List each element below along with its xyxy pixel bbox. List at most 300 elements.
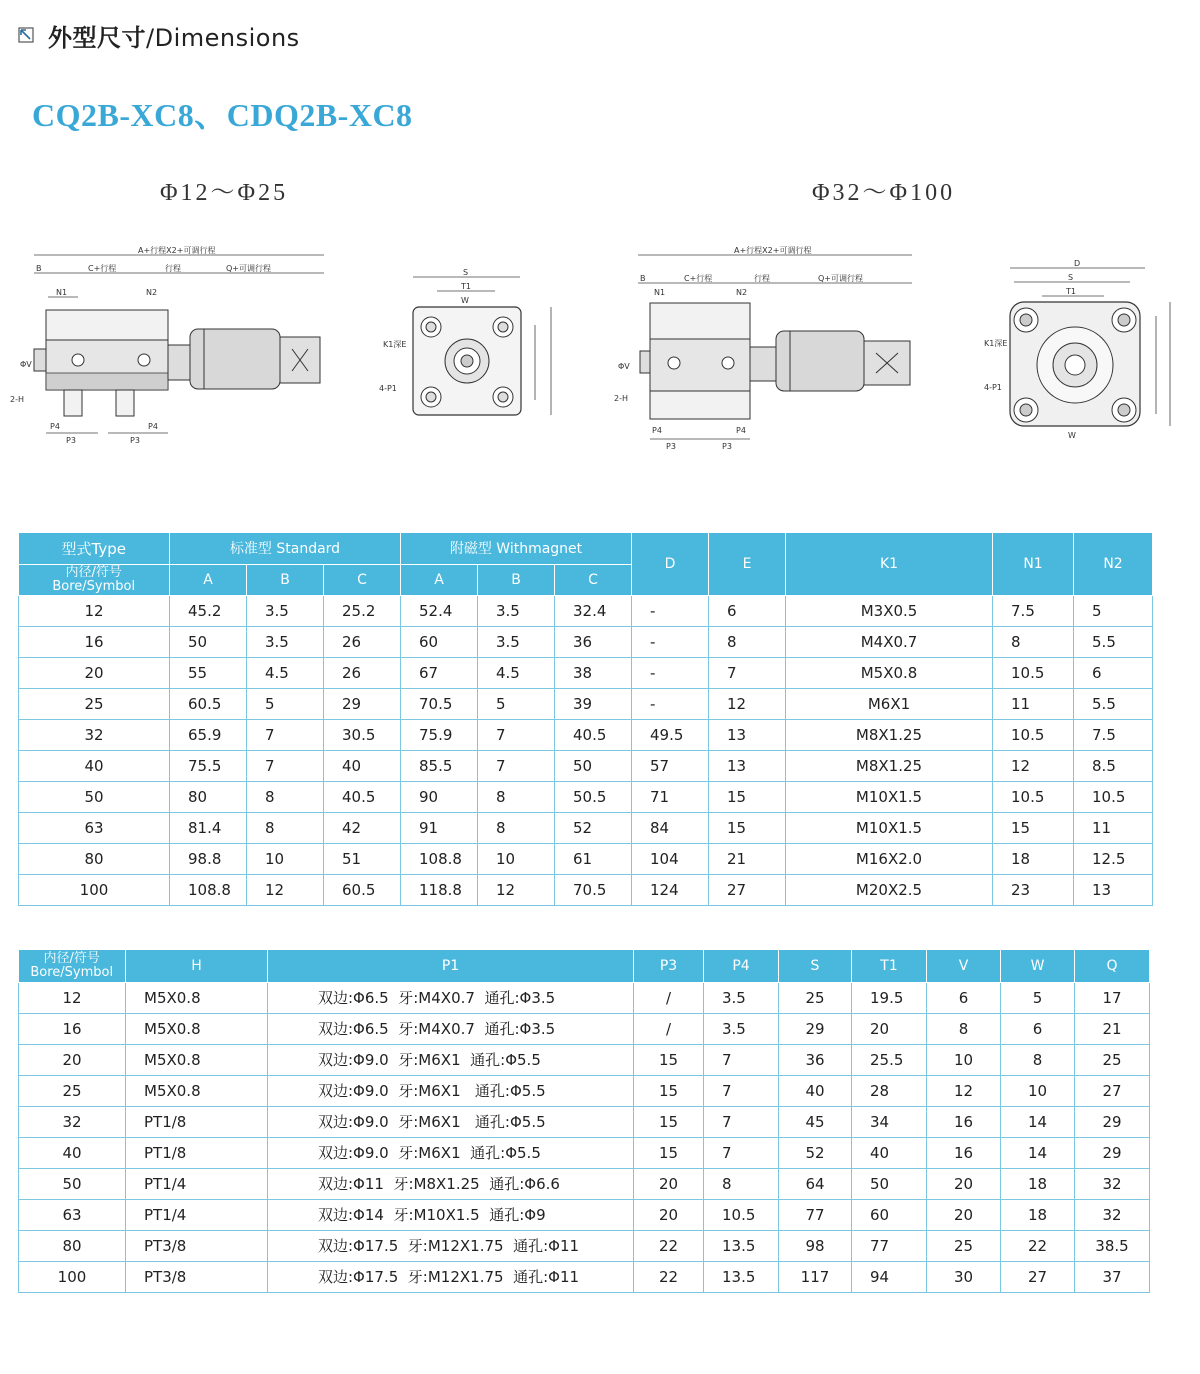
end-s-label: S — [463, 268, 469, 277]
bore-symbol-header: 内径/符号 Bore/Symbol — [19, 564, 170, 595]
table-row — [19, 1199, 1150, 1230]
table-cell: PT3/8 — [126, 1230, 268, 1261]
table-cell: 50.5 — [555, 781, 632, 812]
table-cell: PT1/8 — [126, 1106, 268, 1137]
table-row — [19, 781, 1153, 812]
dim-p4-label-a: P4 — [50, 422, 60, 431]
table-cell: 15 — [634, 1075, 704, 1106]
table-cell: 23 — [993, 874, 1074, 905]
table-cell: 13 — [709, 750, 786, 781]
table-row — [19, 1044, 1150, 1075]
table-cell: 3.5 — [478, 626, 555, 657]
dim-h-label: 2-H — [10, 395, 24, 404]
table-cell: 15 — [709, 781, 786, 812]
table-cell: 6 — [709, 595, 786, 626]
table-cell: 108.8 — [401, 843, 478, 874]
table-cell: 45.2 — [170, 595, 247, 626]
table-row — [19, 1168, 1150, 1199]
table-row — [19, 1106, 1150, 1137]
table-cell: 42 — [324, 812, 401, 843]
dim-total-label-large: A+行程X2+可调行程 — [734, 246, 812, 255]
col-header-q: Q — [1075, 950, 1150, 982]
table-cell: 7 — [704, 1075, 779, 1106]
table-cell: M8X1.25 — [786, 750, 993, 781]
dim-c-label-large: C+行程 — [684, 274, 713, 283]
col-header-h: H — [126, 950, 268, 982]
col-header-mag-b: B — [478, 564, 555, 595]
table-cell: 51 — [324, 843, 401, 874]
table-cell: 3.5 — [704, 1013, 779, 1044]
dim-v-label: ΦV — [20, 360, 32, 369]
dim-v-label-large: ΦV — [618, 362, 630, 371]
table-cell: 14 — [1001, 1137, 1075, 1168]
table-cell: M5X0.8 — [126, 1044, 268, 1075]
table-cell: 75.5 — [170, 750, 247, 781]
table-cell: 28 — [852, 1075, 927, 1106]
table-cell: 7.5 — [1074, 719, 1153, 750]
table-cell: 98 — [779, 1230, 852, 1261]
table-cell: 20 — [634, 1168, 704, 1199]
table-cell: 27 — [1001, 1261, 1075, 1292]
table-cell: 29 — [779, 1013, 852, 1044]
table-cell: 18 — [993, 843, 1074, 874]
table-cell: 80 — [170, 781, 247, 812]
table-cell: 15 — [993, 812, 1074, 843]
table-cell: 40 — [779, 1075, 852, 1106]
range-label-large: Φ32～Φ100 — [812, 180, 956, 206]
end-p1-label-large: 4-P1 — [984, 383, 1002, 392]
table-cell: 70.5 — [555, 874, 632, 905]
table-cell: 60.5 — [170, 688, 247, 719]
title-en: /Dimensions — [146, 23, 300, 52]
table-cell: 64 — [779, 1168, 852, 1199]
table-row — [19, 1013, 1150, 1044]
table-cell: 104 — [632, 843, 709, 874]
table-cell: 11 — [1074, 812, 1153, 843]
dimensions-table-1 — [18, 533, 1153, 906]
table-cell: 3.5 — [478, 595, 555, 626]
table-cell: 8 — [704, 1168, 779, 1199]
table-cell: 8 — [478, 812, 555, 843]
dim-p3-label-a: P3 — [66, 436, 76, 445]
table-cell: 50 — [19, 1168, 126, 1199]
dim-b-label-large: B — [640, 274, 646, 283]
table-cell: 27 — [709, 874, 786, 905]
table-cell: - — [632, 657, 709, 688]
table-cell: 7 — [478, 719, 555, 750]
table-cell: 34 — [852, 1106, 927, 1137]
end-view-drawing-small — [375, 265, 560, 425]
end-k1-label-large: K1深E — [984, 339, 1008, 348]
table-cell: 16 — [927, 1137, 1001, 1168]
table-cell: 50 — [555, 750, 632, 781]
table-cell: 8 — [993, 626, 1074, 657]
table-cell: 94 — [852, 1261, 927, 1292]
table-cell: 10 — [927, 1044, 1001, 1075]
col-header-n2: N2 — [1074, 533, 1153, 595]
table-cell: 20 — [19, 657, 170, 688]
table-cell: 45 — [779, 1106, 852, 1137]
table-row — [19, 843, 1153, 874]
table-cell: 32 — [19, 719, 170, 750]
table-cell: 52 — [555, 812, 632, 843]
table-cell: 10.5 — [993, 719, 1074, 750]
col-header-s: S — [779, 950, 852, 982]
table-cell: PT1/4 — [126, 1199, 268, 1230]
table-cell: 13.5 — [704, 1261, 779, 1292]
table-cell: 32 — [1075, 1168, 1150, 1199]
dim-n2-label-large: N2 — [736, 288, 748, 297]
table-cell: 32.4 — [555, 595, 632, 626]
table-cell: 12 — [19, 595, 170, 626]
table-cell: - — [632, 626, 709, 657]
table-cell: 63 — [19, 812, 170, 843]
table-cell: 15 — [709, 812, 786, 843]
table-cell: 77 — [779, 1199, 852, 1230]
table-cell: 7.5 — [993, 595, 1074, 626]
corner-arrow-icon — [18, 27, 34, 43]
col-header-std-a: A — [170, 564, 247, 595]
table-row — [19, 812, 1153, 843]
table-cell: - — [632, 595, 709, 626]
table-row — [19, 626, 1153, 657]
table-cell: 21 — [709, 843, 786, 874]
table-cell: 25 — [19, 1075, 126, 1106]
table-cell: 7 — [247, 750, 324, 781]
model-title: CQ2B-XC8、CDQ2B-XC8 — [32, 97, 413, 133]
table-cell: 70.5 — [401, 688, 478, 719]
table-cell: PT3/8 — [126, 1261, 268, 1292]
table-cell: 12.5 — [1074, 843, 1153, 874]
dim-c-label: C+行程 — [88, 264, 117, 273]
table-cell: M5X0.8 — [126, 1075, 268, 1106]
table-cell: 80 — [19, 1230, 126, 1261]
dim-stroke-label-large: 行程 — [754, 274, 770, 283]
table-cell: 8 — [247, 812, 324, 843]
table-cell: 27 — [1075, 1075, 1150, 1106]
magnet-header: 附磁型 Withmagnet — [401, 533, 632, 564]
table-cell: 10 — [478, 843, 555, 874]
table-cell: 84 — [632, 812, 709, 843]
end-w-label: W — [461, 296, 469, 305]
table-row — [19, 1137, 1150, 1168]
table-cell: 124 — [632, 874, 709, 905]
table-cell: 12 — [993, 750, 1074, 781]
table-cell: 38 — [555, 657, 632, 688]
table-row — [19, 1230, 1150, 1261]
table-cell: PT1/8 — [126, 1137, 268, 1168]
table-cell: 81.4 — [170, 812, 247, 843]
dim-q-label-large: Q+可调行程 — [818, 274, 863, 283]
table-row — [19, 874, 1153, 905]
table-cell: 40.5 — [324, 781, 401, 812]
table-cell: 29 — [324, 688, 401, 719]
table-cell: M10X1.5 — [786, 781, 993, 812]
table-cell: M16X2.0 — [786, 843, 993, 874]
table-cell: 16 — [19, 626, 170, 657]
table-cell: 10 — [247, 843, 324, 874]
table-cell: 15 — [634, 1044, 704, 1075]
table-cell: 20 — [634, 1199, 704, 1230]
table-cell: 118.8 — [401, 874, 478, 905]
table-cell: 20 — [927, 1199, 1001, 1230]
table-cell: 85.5 — [401, 750, 478, 781]
table-cell: 60 — [852, 1199, 927, 1230]
table-cell: 8.5 — [1074, 750, 1153, 781]
table-cell: 10.5 — [704, 1199, 779, 1230]
table-cell: 4.5 — [478, 657, 555, 688]
table-cell: 39 — [555, 688, 632, 719]
table-cell: 双边:Φ17.5 牙:M12X1.75 通孔:Φ11 — [268, 1230, 634, 1261]
table-cell: 38.5 — [1075, 1230, 1150, 1261]
dim-p4-label-large-b: P4 — [736, 426, 746, 435]
table-row — [19, 750, 1153, 781]
table-cell: 77 — [852, 1230, 927, 1261]
table-cell: 14 — [1001, 1106, 1075, 1137]
dim-h-label-large: 2-H — [614, 394, 628, 403]
table-cell: 6 — [927, 982, 1001, 1013]
table-cell: 双边:Φ6.5 牙:M4X0.7 通孔:Φ3.5 — [268, 1013, 634, 1044]
range-label-small: Φ12～Φ25 — [160, 180, 289, 206]
table-cell: 25 — [19, 688, 170, 719]
table-cell: 91 — [401, 812, 478, 843]
table-cell: 5 — [1001, 982, 1075, 1013]
table-cell: 32 — [19, 1106, 126, 1137]
table-cell: 67 — [401, 657, 478, 688]
table-cell: 22 — [1001, 1230, 1075, 1261]
table-cell: 40 — [19, 1137, 126, 1168]
table-cell: 49.5 — [632, 719, 709, 750]
table-cell: 8 — [709, 626, 786, 657]
table-cell: 60.5 — [324, 874, 401, 905]
table-cell: 98.8 — [170, 843, 247, 874]
table-cell: 11 — [993, 688, 1074, 719]
table-cell: 25 — [779, 982, 852, 1013]
table-cell: 100 — [19, 874, 170, 905]
table-cell: 12 — [19, 982, 126, 1013]
table-cell: 117 — [779, 1261, 852, 1292]
table-cell: 10.5 — [993, 781, 1074, 812]
table-cell: 15 — [634, 1106, 704, 1137]
table-cell: 8 — [247, 781, 324, 812]
table-cell: 19.5 — [852, 982, 927, 1013]
col-header-e: E — [709, 533, 786, 595]
table-row — [19, 719, 1153, 750]
side-view-drawing-large — [610, 245, 920, 455]
table-cell: 7 — [247, 719, 324, 750]
table-cell: PT1/4 — [126, 1168, 268, 1199]
table-cell: 100 — [19, 1261, 126, 1292]
end-w-label-large: W — [1068, 431, 1076, 440]
table-cell: 3.5 — [247, 595, 324, 626]
table-cell: 12 — [478, 874, 555, 905]
table-cell: 3.5 — [704, 982, 779, 1013]
end-t1-label: T1 — [461, 282, 471, 291]
table-cell: 7 — [478, 750, 555, 781]
table-cell: 22 — [634, 1230, 704, 1261]
title-cn: 外型尺寸 — [48, 23, 146, 52]
table-cell: 8 — [927, 1013, 1001, 1044]
table-cell: 30.5 — [324, 719, 401, 750]
table-cell: - — [632, 688, 709, 719]
table-cell: 25 — [1075, 1044, 1150, 1075]
table-cell: 61 — [555, 843, 632, 874]
table-cell: 52 — [779, 1137, 852, 1168]
table-cell: 30 — [927, 1261, 1001, 1292]
table-cell: 7 — [704, 1044, 779, 1075]
table-cell: 10.5 — [993, 657, 1074, 688]
table-cell: 4.5 — [247, 657, 324, 688]
table-cell: 5 — [1074, 595, 1153, 626]
table-cell: 10.5 — [1074, 781, 1153, 812]
side-view-drawing-small — [8, 245, 328, 455]
col-header-mag-a: A — [401, 564, 478, 595]
table-cell: 双边:Φ17.5 牙:M12X1.75 通孔:Φ11 — [268, 1261, 634, 1292]
table-cell: 32 — [1075, 1199, 1150, 1230]
table-cell: 12 — [709, 688, 786, 719]
table-cell: 16 — [927, 1106, 1001, 1137]
table-cell: 5 — [478, 688, 555, 719]
table-cell: 17 — [1075, 982, 1150, 1013]
table-cell: 71 — [632, 781, 709, 812]
table-cell: 双边:Φ9.0 牙:M6X1 通孔:Φ5.5 — [268, 1137, 634, 1168]
table-cell: 6 — [1001, 1013, 1075, 1044]
table-cell: 25 — [927, 1230, 1001, 1261]
dim-p3-label-large-b: P3 — [722, 442, 732, 451]
table-cell: 8 — [1001, 1044, 1075, 1075]
table-cell: 5.5 — [1074, 626, 1153, 657]
col-header-p3: P3 — [634, 950, 704, 982]
table-cell: M5X0.8 — [786, 657, 993, 688]
table-cell: 16 — [19, 1013, 126, 1044]
col-header-mag-c: C — [555, 564, 632, 595]
col-header-std-b: B — [247, 564, 324, 595]
section-title — [48, 18, 300, 53]
end-d-label: D — [1074, 259, 1081, 268]
table-cell: 13 — [1074, 874, 1153, 905]
table-cell: 5 — [247, 688, 324, 719]
dim-q-label: Q+可调行程 — [226, 264, 271, 273]
table-cell: M3X0.5 — [786, 595, 993, 626]
dim-b-label: B — [36, 264, 42, 273]
table-cell: 双边:Φ9.0 牙:M6X1 通孔:Φ5.5 — [268, 1075, 634, 1106]
end-view-drawing-large — [980, 258, 1175, 448]
table-cell: 18 — [1001, 1168, 1075, 1199]
table-cell: 55 — [170, 657, 247, 688]
table-cell: 50 — [852, 1168, 927, 1199]
dim-stroke-label: 行程 — [165, 264, 181, 273]
col-header-t1: T1 — [852, 950, 927, 982]
table-cell: 12 — [927, 1075, 1001, 1106]
table-cell: 26 — [324, 657, 401, 688]
table-row — [19, 688, 1153, 719]
table-cell: 双边:Φ9.0 牙:M6X1 通孔:Φ5.5 — [268, 1106, 634, 1137]
table-cell: 双边:Φ11 牙:M8X1.25 通孔:Φ6.6 — [268, 1168, 634, 1199]
col-header-k1: K1 — [786, 533, 993, 595]
table-cell: 10 — [1001, 1075, 1075, 1106]
table-cell: 12 — [247, 874, 324, 905]
col-header-d: D — [632, 533, 709, 595]
table-cell: 20 — [852, 1013, 927, 1044]
table-cell: 57 — [632, 750, 709, 781]
type-header: 型式Type — [19, 533, 170, 564]
table-cell: 52.4 — [401, 595, 478, 626]
table-cell: 20 — [19, 1044, 126, 1075]
table-cell: 8 — [478, 781, 555, 812]
table-cell: M6X1 — [786, 688, 993, 719]
table-cell: 29 — [1075, 1106, 1150, 1137]
table-cell: 29 — [1075, 1137, 1150, 1168]
table-cell: 7 — [704, 1137, 779, 1168]
table-row — [19, 657, 1153, 688]
table-cell: 18 — [1001, 1199, 1075, 1230]
table-cell: 50 — [170, 626, 247, 657]
table-cell: 40 — [852, 1137, 927, 1168]
table-cell: 20 — [927, 1168, 1001, 1199]
table-cell: 5.5 — [1074, 688, 1153, 719]
dim-n1-label-large: N1 — [654, 288, 666, 297]
table-cell: 60 — [401, 626, 478, 657]
col-header-std-c: C — [324, 564, 401, 595]
table-cell: 37 — [1075, 1261, 1150, 1292]
table-cell: 40 — [19, 750, 170, 781]
table-cell: M5X0.8 — [126, 982, 268, 1013]
dim-n1-label: N1 — [56, 288, 68, 297]
table-row — [19, 1261, 1150, 1292]
end-k1-label: K1深E — [383, 340, 407, 349]
dim-p3-label-large-a: P3 — [666, 442, 676, 451]
table-cell: 36 — [555, 626, 632, 657]
col-header-p4: P4 — [704, 950, 779, 982]
dim-p3-label-b: P3 — [130, 436, 140, 445]
dimensions-table-2 — [18, 950, 1150, 1293]
table-cell: M10X1.5 — [786, 812, 993, 843]
table-cell: 26 — [324, 626, 401, 657]
table-cell: 双边:Φ6.5 牙:M4X0.7 通孔:Φ3.5 — [268, 982, 634, 1013]
standard-header: 标准型 Standard — [170, 533, 401, 564]
table-cell: 7 — [704, 1106, 779, 1137]
table-cell: / — [634, 982, 704, 1013]
dim-p4-label-b: P4 — [148, 422, 158, 431]
col-header-v: V — [927, 950, 1001, 982]
table-cell: 25.5 — [852, 1044, 927, 1075]
dim-total-label: A+行程X2+可调行程 — [138, 246, 216, 255]
table-cell: / — [634, 1013, 704, 1044]
table-cell: 25.2 — [324, 595, 401, 626]
table-row — [19, 1075, 1150, 1106]
table-row — [19, 595, 1153, 626]
table-cell: 108.8 — [170, 874, 247, 905]
end-t1-label-large: T1 — [1066, 287, 1076, 296]
table-cell: 40 — [324, 750, 401, 781]
end-s-label-large: S — [1068, 273, 1074, 282]
dim-p4-label-large-a: P4 — [652, 426, 662, 435]
table-cell: 7 — [709, 657, 786, 688]
table-cell: 50 — [19, 781, 170, 812]
table-cell: 3.5 — [247, 626, 324, 657]
col-header-w: W — [1001, 950, 1075, 982]
table-cell: 21 — [1075, 1013, 1150, 1044]
table-cell: 65.9 — [170, 719, 247, 750]
table-cell: 双边:Φ14 牙:M10X1.5 通孔:Φ9 — [268, 1199, 634, 1230]
bore-symbol-header-2: 内径/符号 Bore/Symbol — [19, 950, 126, 982]
table-cell: 80 — [19, 843, 170, 874]
table-cell: 双边:Φ9.0 牙:M6X1 通孔:Φ5.5 — [268, 1044, 634, 1075]
table-cell: 22 — [634, 1261, 704, 1292]
table-cell: 36 — [779, 1044, 852, 1075]
table-cell: M5X0.8 — [126, 1013, 268, 1044]
table-cell: M20X2.5 — [786, 874, 993, 905]
